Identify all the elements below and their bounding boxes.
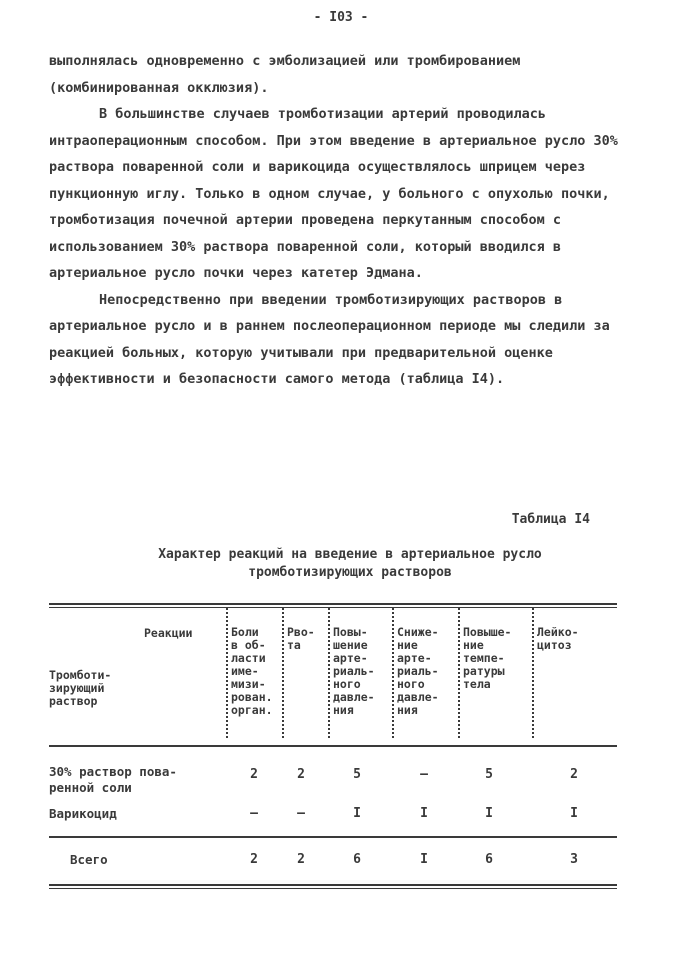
reaction-header: Реакции — [144, 626, 193, 640]
column-header-bp-increase: Повы- шение арте- риаль- ного давле- ния — [333, 625, 375, 717]
column-separator — [282, 608, 284, 738]
column-header-pain: Боли в об- ласти име- мизи- рован. орган. — [231, 625, 273, 717]
table-cell: 3 — [570, 852, 578, 867]
page-number: - I03 - — [313, 10, 369, 25]
table-cell: – — [420, 767, 428, 782]
column-separator — [328, 608, 330, 738]
column-separator — [458, 608, 460, 738]
table-total-rule — [49, 836, 617, 838]
table-header-rule — [49, 745, 617, 747]
stub-header: Тромботи- зирующий раствор — [49, 668, 112, 708]
body-text — [49, 48, 629, 393]
row-label-varicocid: Варикоцид — [49, 806, 117, 821]
paragraph-3: Непосредственно при введении тромботизирующих растворов в артериальное русло и в раннем послеоперационном периоде мы следили за реакцией больных, которую учитывали при предварительной оценке эффективности и безопасности самого метода (таблица I4). — [49, 291, 610, 387]
column-header-vomiting: Рво- та — [287, 625, 315, 652]
column-header-bp-decrease: Сниже- ние арте- риаль- ного давле- ния — [397, 625, 439, 717]
row-label-saline: 30% раствор пова- ренной соли — [49, 764, 177, 795]
column-separator — [532, 608, 534, 738]
table-cell: I — [353, 806, 361, 821]
table-title-line-1: Характер реакций на введение в артериальное русло — [158, 547, 542, 562]
paragraph-1: выполнялась одновременно с эмболизацией или тромбированием (комбинированная окклюзия). — [49, 53, 521, 96]
table-cell: 5 — [353, 767, 361, 782]
table-cell: 2 — [570, 767, 578, 782]
column-header-temperature: Повыше- ние темпе- ратуры тела — [463, 625, 512, 691]
table-bottom-rule — [49, 884, 617, 889]
table-cell: 2 — [297, 767, 305, 782]
table-cell: I — [420, 852, 428, 867]
paragraph-2: В большинстве случаев тромботизации артерий проводилась интраоперационным способом. При этом введение в артериальное русло 30% раствора поваренной соли и варикоцида осуществлялось шприцем через пункционную иглу. Только в одном случае, у больного с опухолью почки, тромботизация почечной артерии проведена перкутанным способом с использованием 30% раствора поваренной соли, который вводился в артериальное русло почки через катетер Эдмана. — [49, 106, 618, 281]
table-cell: 6 — [485, 852, 493, 867]
table-number: Таблица I4 — [511, 512, 590, 527]
column-separator — [226, 608, 228, 738]
table-cell: 6 — [353, 852, 361, 867]
table-title-line-2: тромботизирующих растворов — [248, 565, 452, 580]
row-label-total: Всего — [70, 852, 108, 867]
table-cell: I — [420, 806, 428, 821]
table-cell: I — [485, 806, 493, 821]
table-title — [60, 546, 640, 582]
table-cell: – — [297, 806, 305, 821]
table-cell: 5 — [485, 767, 493, 782]
column-header-leukocytosis: Лейко- цитоз — [537, 625, 579, 652]
column-separator — [392, 608, 394, 738]
table-cell: I — [570, 806, 578, 821]
table-cell: – — [250, 806, 258, 821]
table-cell: 2 — [297, 852, 305, 867]
table-cell: 2 — [250, 852, 258, 867]
table-cell: 2 — [250, 767, 258, 782]
